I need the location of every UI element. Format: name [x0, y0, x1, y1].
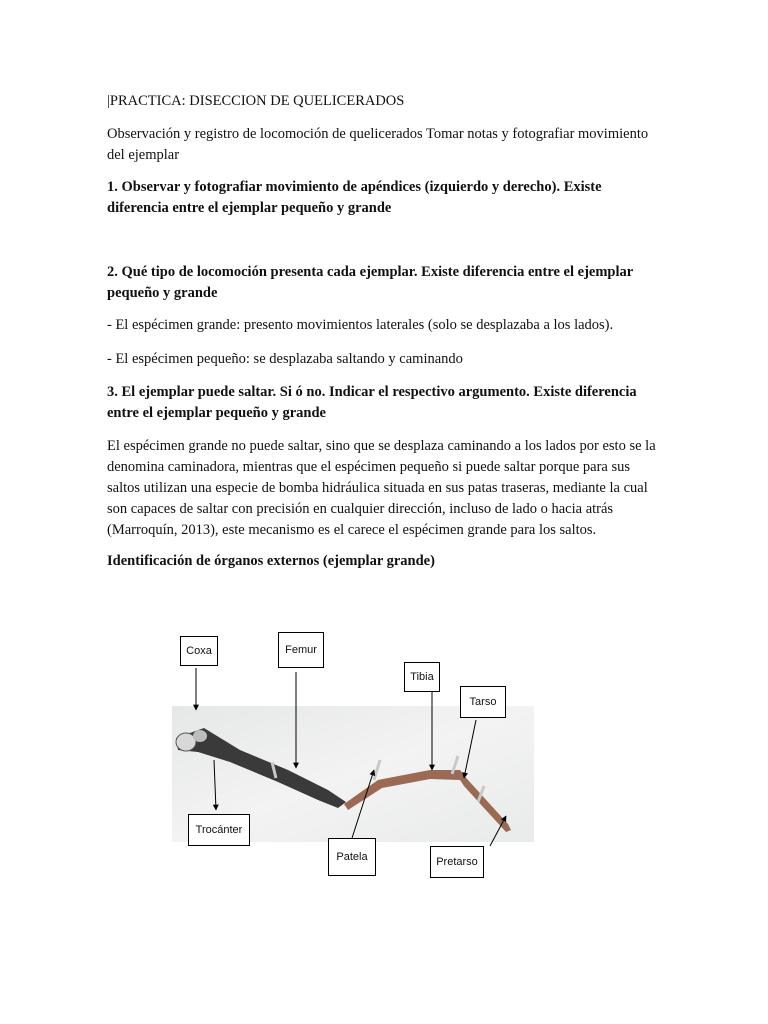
- label-trocanter-text: Trocánter: [195, 823, 243, 836]
- label-tibia-text: Tibia: [410, 670, 434, 683]
- intro-paragraph: Observación y registro de locomoción de quelicerados Tomar notas y fotografiar movimiento del ejemplar: [107, 126, 649, 163]
- label-femur: [278, 632, 324, 668]
- leg-anatomy-figure: [168, 620, 538, 882]
- document-title: |PRACTICA: DISECCION DE QUELICERADOS: [107, 93, 405, 109]
- leg-base-highlight: [193, 730, 207, 742]
- label-coxa: [180, 636, 218, 666]
- question-3-answer: El espécimen grande no puede saltar, sino que se desplaza caminando a los lados por esto se la denomina caminadora, mientras que el espécimen pequeño si puede saltar porque para sus saltos utilizan una especie de bomba hidráulica situada en sus patas traseras, mediante la cual son capaces de saltar con precisión en cualquier dirección, incluso de lado o hacia atrás (Marroquín, 2013), este mecanismo es el carece el espécimen grande para los saltos.: [107, 438, 656, 538]
- document-body: [107, 91, 663, 572]
- label-pretarso-text: Pretarso: [436, 855, 478, 868]
- question-2-answer-large: - El espécimen grande: presento movimientos laterales (solo se desplazaba a los lados).: [107, 317, 614, 333]
- label-coxa-text: Coxa: [186, 644, 212, 657]
- question-1: 1. Observar y fotografiar movimiento de apéndices (izquierdo y derecho). Existe diferencia entre el ejemplar pequeño y grande: [107, 179, 602, 216]
- label-tibia: [404, 662, 440, 692]
- label-patela: [328, 838, 376, 876]
- identification-heading: Identificación de órganos externos (ejemplar grande): [107, 553, 435, 569]
- leg-base-joint: [176, 733, 196, 751]
- label-patela-text: Patela: [336, 850, 368, 863]
- label-tarso: [460, 686, 506, 718]
- label-trocanter: [188, 814, 250, 846]
- label-pretarso: [430, 846, 484, 878]
- question-2: 2. Qué tipo de locomoción presenta cada ejemplar. Existe diferencia entre el ejemplar pequeño y grande: [107, 264, 633, 301]
- question-3: 3. El ejemplar puede saltar. Si ó no. Indicar el respectivo argumento. Existe diferencia entre el ejemplar pequeño y grande: [107, 384, 637, 421]
- label-tarso-text: Tarso: [469, 695, 497, 708]
- label-femur-text: Femur: [285, 643, 317, 656]
- question-2-answer-small: - El espécimen pequeño: se desplazaba saltando y caminando: [107, 351, 463, 367]
